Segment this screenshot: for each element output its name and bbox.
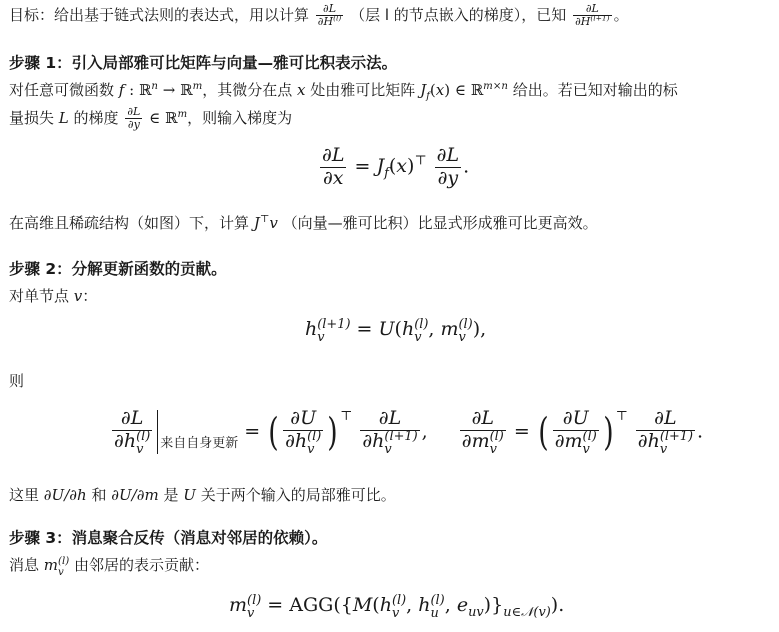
jac-du-dh: ∂U/∂h	[43, 486, 87, 504]
equation-update: h (l+1) v = U(h (l) v , m (l) v ),	[305, 316, 487, 345]
function-signature: f	[118, 81, 125, 99]
goal-paren-text: （层 l 的节点嵌入的梯度），已知	[350, 6, 567, 25]
vjp-expression: J⊤v	[253, 214, 278, 232]
goal-prefix: 目标：给出基于链式法则的表达式，用以计算	[9, 6, 310, 25]
step3-text-a: 消息	[9, 556, 40, 574]
output-grad-fraction: $\frac{\partial L}{\partial y}$	[127, 105, 141, 132]
self-update-label: 来自自身更新	[160, 436, 239, 452]
step2-paragraph-line1: 对单节点 v：	[9, 287, 98, 305]
step1-text-g: ，则输入梯度为	[187, 109, 293, 128]
step1-text-c: 处由雅可比矩阵	[310, 81, 416, 99]
step3-text-b: 由邻居的表示贡献：	[74, 556, 210, 574]
step1-paragraph-line3	[9, 212, 598, 234]
equation-input-gradient: $\frac{\partial L}{\partial x}$ = $J_f(x)^⊤$ $\frac{\partial L}{\partial y}$ .	[322, 144, 470, 189]
goal-known-fraction: $\frac{\partial L}{\partial H^{(l+1)}}$	[575, 2, 610, 29]
step1-text-a: 对任意可微函数	[9, 81, 115, 99]
step2-note-a: 这里	[9, 486, 40, 504]
step2-then: 则	[9, 372, 25, 390]
equation-aggregation: m (l) v = AGG({M(h (l) v , h (l) u , $e_{uv})\}_{u\in 𝒩(v)}$).	[229, 592, 565, 621]
step1-paragraph-line2: 量损失 L 的梯度 $\frac{\partial L}{\partial y}$ ∈ ℝ$^m$，则输入梯度为	[9, 105, 293, 132]
message-m: m	[43, 556, 59, 574]
goal-end: 。	[613, 6, 629, 25]
step2-note-c: 是	[163, 486, 179, 504]
step1-paragraph-line1: 对任意可微函数 f : ℝ$^n$ → ℝ$^m$，其微分在点 x 处由雅可比矩阵 $J_f(x)$ ∈ ℝ$^{m\times n}$ 给出。若已知对输出的标	[9, 81, 678, 102]
step2-heading: 步骤 2：分解更新函数的贡献。	[9, 260, 227, 278]
node-v: v	[73, 287, 83, 305]
step3-heading: 步骤 3：消息聚合反传（消息对邻居的依赖）。	[9, 529, 328, 547]
step1-text-i: （向量—雅可比积）比显式形成雅可比更高效。	[282, 214, 598, 232]
goal-grad-fraction: $\frac{\partial L}{\partial H^{(l)}}$	[317, 2, 342, 29]
step1-text-f: 的梯度	[73, 109, 119, 128]
jacobian-symbol: $J_f$	[420, 81, 430, 102]
step1-text-b: ，其微分在点	[202, 81, 293, 99]
step3-paragraph-line1: 消息 m (l) v 由邻居的表示贡献：	[9, 556, 210, 578]
step1-text-h: 在高维且稀疏结构（如图）下，计算	[9, 214, 250, 232]
step2-note-b: 和	[91, 486, 107, 504]
loss-symbol: L	[58, 109, 69, 128]
step2-note	[9, 484, 396, 506]
jac-du-dm: ∂U/∂m	[111, 486, 159, 504]
equation-self-gradient: ∂L ∂h (l) v $_{来自自身更新}$= ( ∂U ∂h (l) v ) ⊤ ∂L ∂h (l+1) v , ∂L ∂m (l) v = ( ∂U ∂m (l) v ) ⊤ ∂L ∂h (l+1) v .	[114, 407, 704, 457]
step2-note-d: 关于两个输入的局部雅可比。	[200, 486, 396, 504]
goal-line	[9, 3, 629, 28]
update-fn-u: U	[183, 486, 196, 504]
step1-heading: 步骤 1：引入局部雅可比矩阵与向量—雅可比积表示法。	[9, 54, 398, 72]
step2-text-a: 对单节点	[9, 287, 70, 305]
step1-text-e: 量损失	[9, 109, 55, 128]
point-x: x	[297, 81, 306, 99]
step1-text-d: 给出。若已知对输出的标	[512, 81, 678, 99]
